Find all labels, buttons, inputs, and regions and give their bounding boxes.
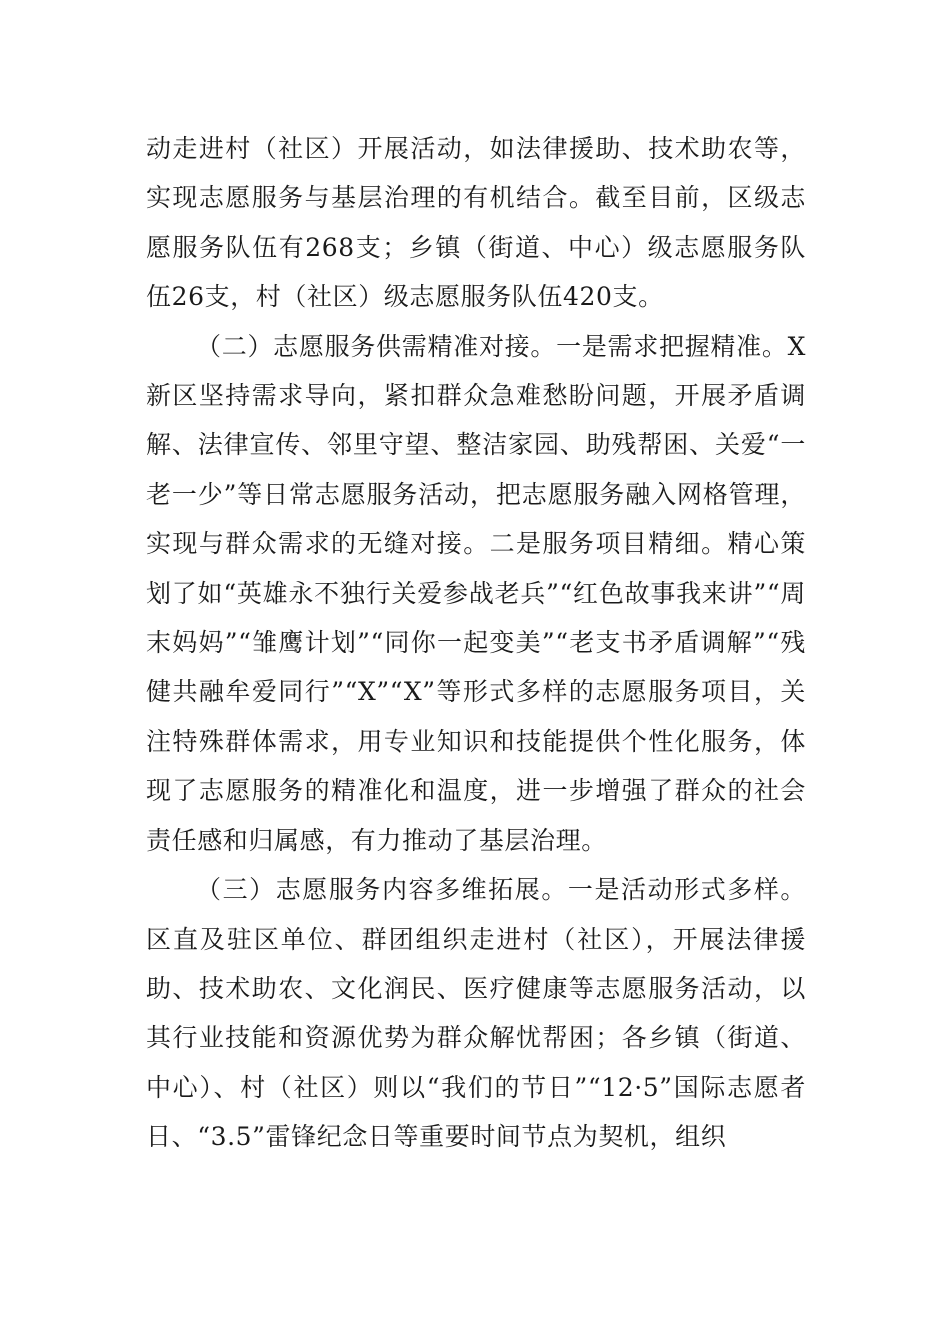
document-body <box>146 124 806 1162</box>
paragraph-continuation: 动走进村（社区）开展活动，如法律援助、技术助农等，实现志愿服务与基层治理的有机结合。截至目前，区级志愿服务队伍有268支；乡镇（街道、中心）级志愿服务队伍26支，村（社区）级志愿服务队伍420支。 <box>146 134 806 312</box>
paragraph-section-two: （二）志愿服务供需精准对接。一是需求把握精准。X新区坚持需求导向，紧扣群众急难愁盼问题，开展矛盾调解、法律宣传、邻里守望、整洁家园、助残帮困、关爱“一老一少”等日常志愿服务活动，把志愿服务融入网格管理，实现与群众需求的无缝对接。二是服务项目精细。精心策划了如“英雄永不独行关爱参战老兵”“红色故事我来讲”“周末妈妈”“雏鹰计划”“同你一起变美”“老支书矛盾调解”“残健共融牟爱同行”“X”“X”等形式多样的志愿服务项目，关注特殊群体需求，用专业知识和技能提供个性化服务，体现了志愿服务的精准化和温度，进一步增强了群众的社会责任感和归属感，有力推动了基层治理。 <box>146 331 806 855</box>
paragraph-section-three: （三）志愿服务内容多维拓展。一是活动形式多样。区直及驻区单位、群团组织走进村（社区），开展法律援助、技术助农、文化润民、医疗健康等志愿服务活动，以其行业技能和资源优势为群众解忧帮困；各乡镇（街道、中心）、村（社区）则以“我们的节日”“12·5”国际志愿者日、“3.5”雷锋纪念日等重要时间节点为契机，组织 <box>146 875 806 1152</box>
